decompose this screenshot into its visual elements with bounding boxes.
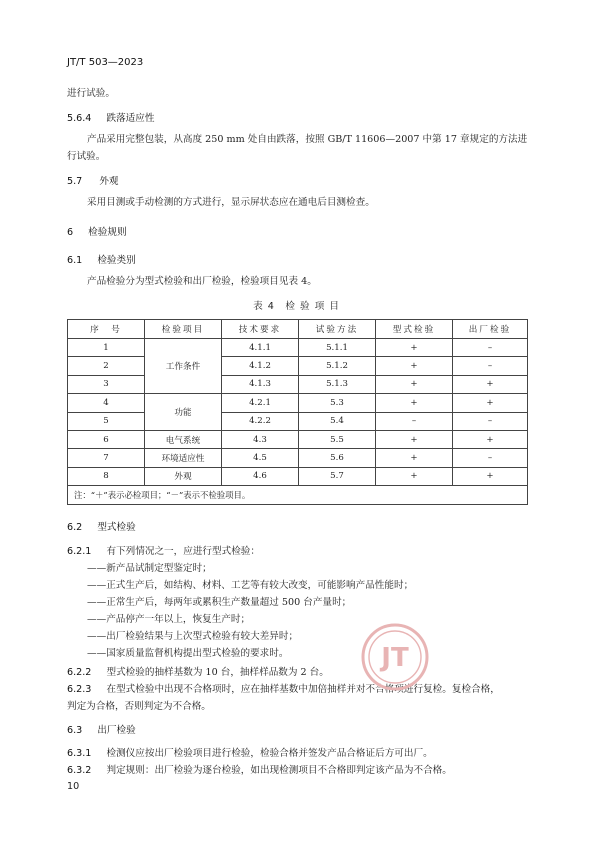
cell-type: + <box>376 467 453 485</box>
inspection-items-table <box>67 319 528 505</box>
cell-type: + <box>376 430 453 448</box>
cell-req: 4.1.1 <box>222 339 299 357</box>
header-cell: 技术要求 <box>222 320 299 339</box>
standard-code: JT/T 503—2023 <box>67 57 144 68</box>
header-cell: 出厂检验 <box>453 320 528 339</box>
cell-method: 5.1.3 <box>299 375 376 393</box>
list-item: ——正常生产后，每两年或累积生产数量超过 500 台产量时； <box>87 597 352 608</box>
cell-no: 5 <box>68 412 145 430</box>
paragraph-line: 产品采用完整包装，从高度 250 mm 处自由跌落，按照 GB/T 11606—2007 中第 17 章规定的方法进 <box>87 134 528 145</box>
clause-6-3-2 <box>67 762 452 776</box>
cell-factory: – <box>453 357 528 375</box>
clause-number: 6.2.3 <box>67 684 92 695</box>
cell-item: 电气系统 <box>145 430 222 448</box>
cell-no: 4 <box>68 394 145 412</box>
cell-no: 6 <box>68 430 145 448</box>
cell-factory: + <box>453 467 528 485</box>
clause-number: 6.3.2 <box>67 765 92 776</box>
cell-no: 2 <box>68 357 145 375</box>
table-note: 注：“＋”表示必检项目；“－”表示不检验项目。 <box>68 486 528 504</box>
clause-6-2-2 <box>67 664 329 678</box>
cell-factory: + <box>453 430 528 448</box>
section-number: 6.3 <box>67 725 83 736</box>
section-6-3-heading <box>67 722 136 736</box>
list-item: ——产品停产一年以上，恢复生产时； <box>87 614 251 625</box>
section-number: 6.2 <box>67 522 83 533</box>
cell-item: 功能 <box>145 394 222 431</box>
section-number: 5.7 <box>67 176 83 187</box>
cell-req: 4.5 <box>222 449 299 467</box>
table-note-row <box>68 486 528 504</box>
cell-type: – <box>376 412 453 430</box>
section-title: 检验规则 <box>88 227 127 238</box>
section-6-heading <box>67 224 127 238</box>
table-header-row <box>68 320 528 339</box>
clause-6-3-1 <box>67 745 433 759</box>
paragraph-line: 判定为合格，否则判定为不合格。 <box>67 701 211 712</box>
section-5-6-4-heading <box>67 110 154 124</box>
cell-item: 工作条件 <box>145 339 222 394</box>
table-row <box>68 394 528 412</box>
paragraph-line: 产品检验分为型式检验和出厂检验，检验项目见表 4。 <box>87 276 317 287</box>
cell-req: 4.6 <box>222 467 299 485</box>
section-5-7-heading <box>67 173 119 187</box>
table-row <box>68 357 528 375</box>
clause-number: 6.3.1 <box>67 748 92 759</box>
cell-type: + <box>376 375 453 393</box>
clause-text: 判定规则：出厂检验为逐台检验，如出现检测项目不合格即判定该产品为不合格。 <box>106 765 452 776</box>
cell-method: 5.6 <box>299 449 376 467</box>
table-row <box>68 375 528 393</box>
section-number: 6.1 <box>67 255 83 266</box>
cell-factory: + <box>453 375 528 393</box>
cell-method: 5.1.1 <box>299 339 376 357</box>
cell-no: 3 <box>68 375 145 393</box>
cell-method: 5.1.2 <box>299 357 376 375</box>
table-row <box>68 467 528 485</box>
cell-type: + <box>376 357 453 375</box>
cell-type: + <box>376 394 453 412</box>
clause-text: 在型式检验中出现不合格项时，应在抽样基数中加倍抽样并对不合格项进行复检。复检合格， <box>106 684 500 695</box>
paragraph-line: 行试验。 <box>67 151 106 162</box>
svg-text:JT: JT <box>381 643 409 673</box>
cell-req: 4.1.2 <box>222 357 299 375</box>
section-number: 6 <box>67 227 74 238</box>
section-title: 跌落适应性 <box>106 113 155 124</box>
clause-text: 型式检验的抽样基数为 10 台，抽样样品数为 2 台。 <box>106 667 329 678</box>
jt-logo-stamp-icon <box>360 622 430 692</box>
cell-req: 4.2.2 <box>222 412 299 430</box>
list-item: ——出厂检验结果与上次型式检验有较大差异时； <box>87 631 299 642</box>
cell-method: 5.3 <box>299 394 376 412</box>
paragraph-line: 采用目测或手动检测的方式进行，显示屏状态应在通电后目测检查。 <box>87 197 375 208</box>
cell-factory: – <box>453 449 528 467</box>
table-row <box>68 430 528 448</box>
continued-text: 进行试验。 <box>67 88 115 99</box>
table-row <box>68 339 528 357</box>
header-cell: 检验项目 <box>145 320 222 339</box>
cell-factory: – <box>453 339 528 357</box>
table-row <box>68 412 528 430</box>
list-item: ——正式生产后，如结构、材料、工艺等有较大改变，可能影响产品性能时； <box>87 580 414 591</box>
cell-req: 4.3 <box>222 430 299 448</box>
section-title: 出厂检验 <box>97 725 136 736</box>
section-6-2-heading <box>67 519 136 533</box>
cell-no: 8 <box>68 467 145 485</box>
clause-text: 有下列情况之一，应进行型式检验： <box>106 546 260 557</box>
page-number: 10 <box>67 781 80 792</box>
cell-type: + <box>376 339 453 357</box>
clause-6-2-1 <box>67 543 260 557</box>
cell-factory: – <box>453 412 528 430</box>
cell-no: 1 <box>68 339 145 357</box>
cell-factory: + <box>453 394 528 412</box>
clause-6-2-3 <box>67 681 500 695</box>
cell-item: 外观 <box>145 467 222 485</box>
section-number: 5.6.4 <box>67 113 92 124</box>
table-row <box>68 449 528 467</box>
cell-method: 5.7 <box>299 467 376 485</box>
cell-method: 5.5 <box>299 430 376 448</box>
list-item: ——新产品试制定型鉴定时； <box>87 563 212 574</box>
cell-no: 7 <box>68 449 145 467</box>
cell-req: 4.1.3 <box>222 375 299 393</box>
section-title: 外观 <box>99 176 119 187</box>
cell-type: + <box>376 449 453 467</box>
header-cell: 型式检验 <box>376 320 453 339</box>
list-item: ——国家质量监督机构提出型式检验的要求时。 <box>87 648 289 659</box>
header-cell: 试验方法 <box>299 320 376 339</box>
section-title: 检验类别 <box>97 255 136 266</box>
clause-text: 检测仪应按出厂检验项目进行检验，检验合格并签发产品合格证后方可出厂。 <box>106 748 433 759</box>
header-cell: 序 号 <box>68 320 145 339</box>
section-6-1-heading <box>67 252 136 266</box>
cell-item: 环境适应性 <box>145 449 222 467</box>
cell-method: 5.4 <box>299 412 376 430</box>
cell-req: 4.2.1 <box>222 394 299 412</box>
clause-number: 6.2.2 <box>67 667 92 678</box>
section-title: 型式检验 <box>97 522 136 533</box>
table-caption: 表 4 检 验 项 目 <box>253 301 340 312</box>
clause-number: 6.2.1 <box>67 546 92 557</box>
